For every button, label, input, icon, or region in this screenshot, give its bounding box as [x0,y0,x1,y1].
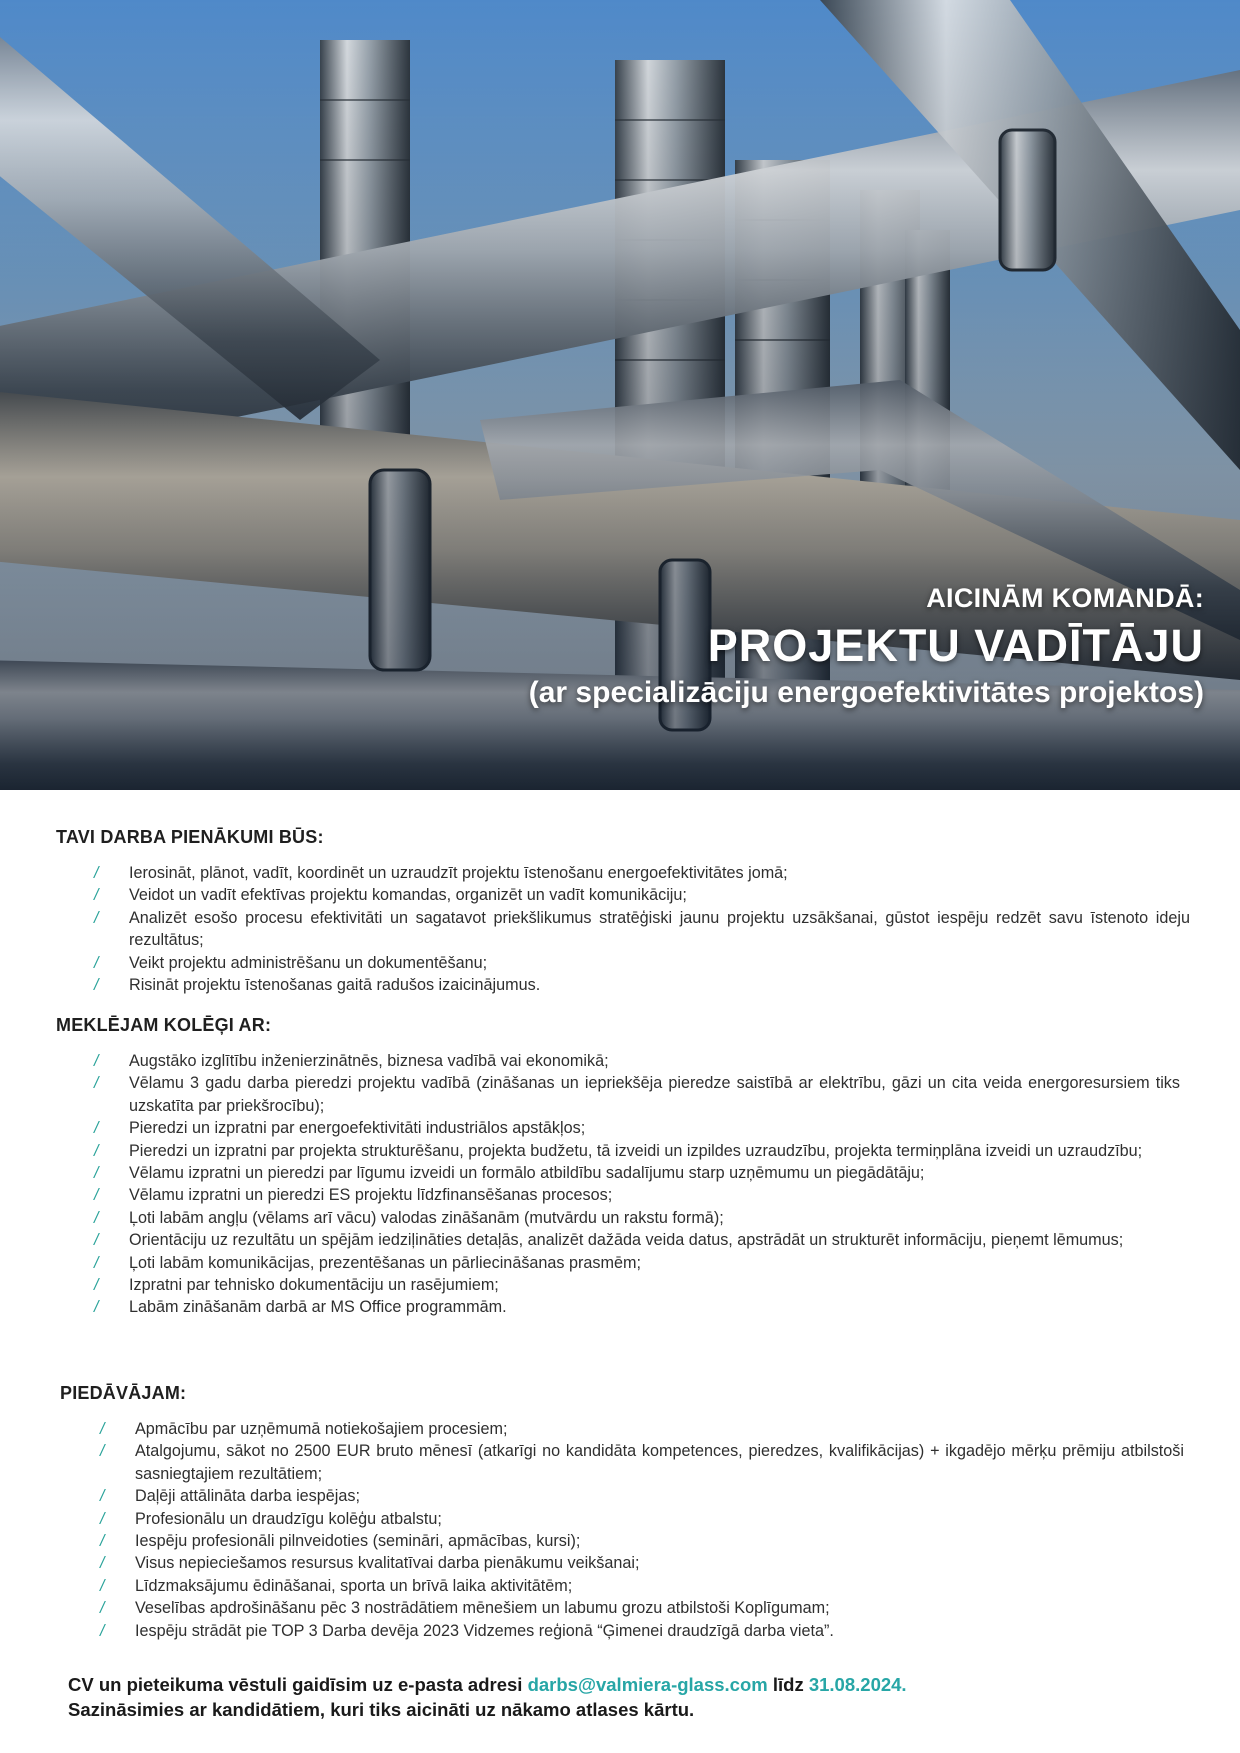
list-item [90,907,1190,952]
hero-title: PROJEKTU VADĪTĀJU [707,620,1204,671]
list-item-text: Atalgojumu, sākot no 2500 EUR bruto mēnesī (atkarīgi no kandidāta kompetences, pieredzes, kvalifikācijas) + ikgadējo mērķu prēmiju atbilstoši sasniegtajiem rezultātiem; [135,1442,1184,1483]
slash-bullet-icon: / [94,864,99,882]
slash-bullet-icon: / [94,1119,99,1138]
slash-bullet-icon: / [94,1186,99,1205]
list-item-text: Veselības apdrošināšanu pēc 3 nostrādātiem mēnešiem un labumu grozu atbilstoši Koplīgumam; [135,1599,830,1618]
list-item-text: Izpratni par tehnisko dokumentāciju un rasējumiem; [129,1276,499,1295]
list-item [90,1296,1180,1318]
list-item [90,1162,1180,1184]
list-item [90,1207,1180,1229]
list-item [96,1440,1184,1485]
list-item-text: Pieredzi un izpratni par projekta strukturēšanu, projekta budžetu, tā izveidi un izpildes uzraudzību, projekta termiņplāna izveidi un uzraudzību; [129,1141,1143,1160]
list-item [96,1508,1184,1530]
list-item [90,1252,1180,1274]
slash-bullet-icon: / [94,1231,99,1250]
list-item [90,974,1190,996]
list-item-text: Augstāko izglītību inženierzinātnēs, biznesa vadībā vai ekonomikā; [129,1052,609,1070]
list-item-text: Vēlamu 3 gadu darba pieredzi projektu vadībā (zināšanas un iepriekšēja pieredze saistībā ar elektrību, gāzi un cita veida energoresursiem tiks uzskatīta par priekšrocību); [129,1074,1180,1115]
list-item [90,1072,1180,1117]
footer-prefix: CV un pieteikuma vēstuli gaidīsim uz e-pasta adresi [68,1674,528,1695]
list-item-text: Pieredzi un izpratni par energoefektivitāti industriālos apstākļos; [129,1119,586,1138]
slash-bullet-icon: / [94,953,99,972]
list-item-text: Iespēju strādāt pie TOP 3 Darba devēja 2023 Vidzemes reģionā “Ģimenei draudzīgā darba vieta”. [135,1621,834,1640]
slash-bullet-icon: / [94,1253,99,1272]
list-item-text: Iespēju profesionāli pilnveidoties (semināri, apmācības, kursi); [135,1532,581,1551]
list-item [90,1274,1180,1296]
slash-bullet-icon: / [94,1052,99,1070]
offer-list [96,1418,1184,1642]
list-item-text: Risināt projektu īstenošanas gaitā radušos izaicinājumus. [129,976,541,995]
section-title-offer: PIEDĀVĀJAM: [60,1383,187,1403]
duties-list [90,862,1190,996]
slash-bullet-icon: / [94,1074,99,1093]
slash-bullet-icon: / [100,1487,105,1506]
list-item-text: Veikt projektu administrēšanu un dokumentēšanu; [129,953,488,972]
list-item [96,1530,1184,1552]
list-item-text: Profesionālu un draudzīgu kolēģu atbalstu; [135,1509,442,1528]
list-item [96,1620,1184,1642]
list-item [96,1485,1184,1507]
list-item-text: Analizēt esošo procesu efektivitāti un sagatavot priekšlikumus stratēģiski jaunu projektu uzsākšanai, gūstot iespēju redzēt savu īstenoto ideju rezultātus; [129,908,1190,950]
list-item-text: Ļoti labām komunikācijas, prezentēšanas un pārliecināšanas prasmēm; [129,1253,641,1272]
list-item [90,1184,1180,1206]
slash-bullet-icon: / [100,1532,105,1551]
slash-bullet-icon: / [94,886,99,905]
list-item-text: Visus nepieciešamos resursus kvalitatīvai darba pienākumu veikšanai; [135,1554,640,1573]
list-item-text: Ierosināt, plānot, vadīt, koordinēt un uzraudzīt projektu īstenošanu energoefektivitātes jomā; [129,864,788,882]
list-item-text: Veidot un vadīt efektīvas projektu komandas, organizēt un vadīt komunikāciju; [129,886,687,905]
hero-kicker: AICINĀM KOMANDĀ: [926,583,1204,613]
requirements-list [90,1050,1180,1319]
list-item [90,1050,1180,1072]
hero-subtitle: (ar specializāciju energoefektivitātes projektos) [528,676,1204,709]
list-item [90,1140,1180,1162]
list-item [90,884,1190,906]
list-item-text: Apmācību par uzņēmumā notiekošajiem procesiem; [135,1420,508,1438]
deadline-date: 31.08.2024. [808,1674,907,1695]
section-title-requirements: MEKLĒJAM KOLĒĢI AR: [56,1015,272,1035]
list-item-text: Labām zināšanām darbā ar MS Office programmām. [129,1298,507,1317]
slash-bullet-icon: / [100,1420,105,1438]
slash-bullet-icon: / [100,1554,105,1573]
slash-bullet-icon: / [94,976,99,995]
footer-line-1 [68,1672,907,1697]
slash-bullet-icon: / [94,1208,99,1227]
list-item [90,1229,1180,1251]
application-footer [68,1672,907,1722]
contact-email[interactable]: darbs@valmiera-glass.com [527,1674,768,1695]
slash-bullet-icon: / [94,1298,99,1317]
list-item-text: Daļēji attālināta darba iespējas; [135,1487,360,1506]
slash-bullet-icon: / [94,908,99,927]
slash-bullet-icon: / [100,1599,105,1618]
slash-bullet-icon: / [94,1164,99,1183]
slash-bullet-icon: / [100,1576,105,1595]
list-item [96,1575,1184,1597]
list-item [90,1117,1180,1139]
list-item [90,862,1190,884]
list-item [90,952,1190,974]
list-item [96,1418,1184,1440]
slash-bullet-icon: / [94,1276,99,1295]
slash-bullet-icon: / [94,1141,99,1160]
list-item-text: Vēlamu izpratni un pieredzi par līgumu izveidi un formālo atbildību sadalījumu starp uzņēmumu un piegādātāju; [129,1164,925,1183]
footer-line-2: Sazināsimies ar kandidātiem, kuri tiks aicināti uz nākamo atlases kārtu. [68,1699,695,1720]
slash-bullet-icon: / [100,1442,105,1461]
slash-bullet-icon: / [100,1621,105,1640]
list-item-text: Vēlamu izpratni un pieredzi ES projektu līdzfinansēšanas procesos; [129,1186,613,1205]
list-item [96,1552,1184,1574]
slash-bullet-icon: / [100,1509,105,1528]
list-item-text: Līdzmaksājumu ēdināšanai, sporta un brīvā laika aktivitātēm; [135,1576,573,1595]
list-item [96,1597,1184,1619]
footer-mid: līdz [767,1674,809,1695]
list-item-text: Orientāciju uz rezultātu un spējām iedziļināties detaļās, analizēt dažāda veida datus, apstrādāt un strukturēt informāciju, pieņemt lēmumus; [129,1231,1124,1250]
hero-banner [0,0,1240,790]
list-item-text: Ļoti labām angļu (vēlams arī vācu) valodas zināšanām (mutvārdu un rakstu formā); [129,1208,724,1227]
section-title-duties: TAVI DARBA PIENĀKUMI BŪS: [56,827,324,847]
